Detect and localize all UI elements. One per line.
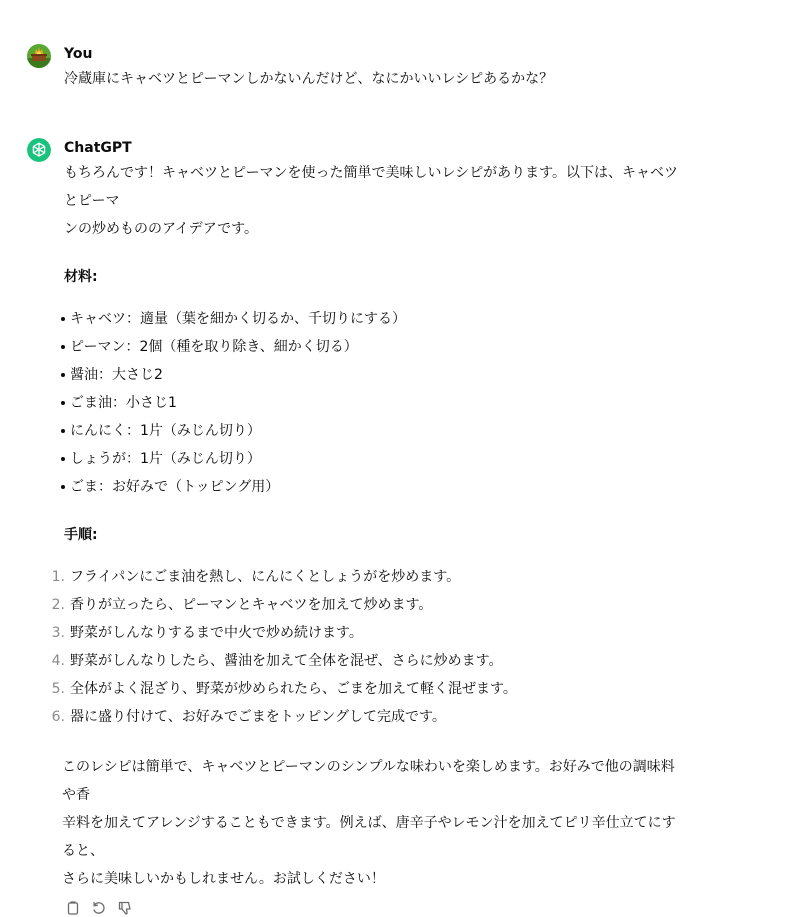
ingredient-text: ごま：お好みで（トッピング用） xyxy=(70,479,280,495)
ingredients-list xyxy=(64,305,687,501)
step-number: 5. xyxy=(51,681,65,697)
thumbs-down-button[interactable] xyxy=(116,899,134,917)
step-text: 全体がよく混ざり、野菜が炒められたら、ごまを加えて軽く混ぜます。 xyxy=(70,681,517,697)
list-item xyxy=(51,563,687,591)
outro-line: 辛料を加えてアレンジすることもできます。例えば、唐辛子やレモン汁を加えてピリ辛仕立てにすると、 xyxy=(62,815,676,859)
ingredient-text: ピーマン：2個（種を取り除き、細かく切る） xyxy=(70,339,358,355)
list-item xyxy=(70,305,687,333)
list-item xyxy=(70,417,687,445)
steps-heading: 手順: xyxy=(64,527,98,543)
list-item xyxy=(70,361,687,389)
regenerate-icon xyxy=(91,900,107,916)
bullet-icon xyxy=(61,373,65,377)
bullet-icon xyxy=(61,429,65,433)
list-item xyxy=(51,703,687,731)
intro-paragraph xyxy=(64,159,687,243)
user-author-name: You xyxy=(64,46,93,62)
thumbs-down-icon xyxy=(117,900,133,916)
outro-line: このレシピは簡単で、キャベツとピーマンのシンプルな味わいを楽しめます。お好みで他の調味料や香 xyxy=(62,759,675,803)
bullet-icon xyxy=(61,485,65,489)
step-number: 3. xyxy=(51,625,65,641)
list-item xyxy=(70,473,687,501)
ingredient-text: キャベツ：適量（葉を細かく切るか、千切りにする） xyxy=(70,311,406,327)
bullet-icon xyxy=(61,317,65,321)
copy-button[interactable] xyxy=(64,899,82,917)
step-text: 野菜がしんなりしたら、醤油を加えて全体を混ぜ、さらに炒めます。 xyxy=(70,653,503,669)
user-avatar-icon xyxy=(27,44,51,68)
ingredient-text: ごま油：小さじ1 xyxy=(70,395,177,411)
copy-icon xyxy=(65,900,81,916)
intro-line: もちろんです！キャベツとピーマンを使った簡単で美味しいレシピがあります。以下は、キャベツとピーマ xyxy=(64,165,678,209)
regenerate-button[interactable] xyxy=(90,899,108,917)
step-number: 2. xyxy=(51,597,65,613)
step-text: フライパンにごま油を熱し、にんにくとしょうがを炒めます。 xyxy=(70,569,461,585)
message-actions xyxy=(64,899,687,917)
ingredient-text: にんにく：1片（みじん切り） xyxy=(70,423,261,439)
list-item xyxy=(70,389,687,417)
outro-paragraph xyxy=(62,753,687,893)
list-item xyxy=(51,647,687,675)
ingredient-text: しょうが：1片（みじん切り） xyxy=(70,451,261,467)
user-message xyxy=(27,44,687,93)
bullet-icon xyxy=(61,401,65,405)
list-item xyxy=(51,591,687,619)
chatgpt-logo-icon xyxy=(27,138,51,162)
user-message-text: 冷蔵庫にキャベツとピーマンしかないんだけど、なにかいいレシピあるかな？ xyxy=(64,71,554,87)
assistant-message xyxy=(27,138,687,917)
assistant-author-name: ChatGPT xyxy=(64,140,132,156)
step-text: 香りが立ったら、ピーマンとキャベツを加えて炒めます。 xyxy=(70,597,433,613)
list-item xyxy=(70,445,687,473)
list-item xyxy=(51,619,687,647)
step-number: 4. xyxy=(51,653,65,669)
outro-line: さらに美味しいかもしれません。お試しください！ xyxy=(62,871,385,887)
step-text: 器に盛り付けて、お好みでごまをトッピングして完成です。 xyxy=(70,709,446,725)
step-number: 1. xyxy=(51,569,65,585)
ingredients-heading: 材料: xyxy=(64,269,98,285)
bullet-icon xyxy=(61,345,65,349)
list-item xyxy=(51,675,687,703)
bullet-icon xyxy=(61,457,65,461)
steps-list xyxy=(51,563,687,731)
list-item xyxy=(70,333,687,361)
step-number: 6. xyxy=(51,709,65,725)
intro-line: ンの炒めもののアイデアです。 xyxy=(64,221,259,237)
ingredient-text: 醤油：大さじ2 xyxy=(70,367,163,383)
step-text: 野菜がしんなりするまで中火で炒め続けます。 xyxy=(70,625,363,641)
